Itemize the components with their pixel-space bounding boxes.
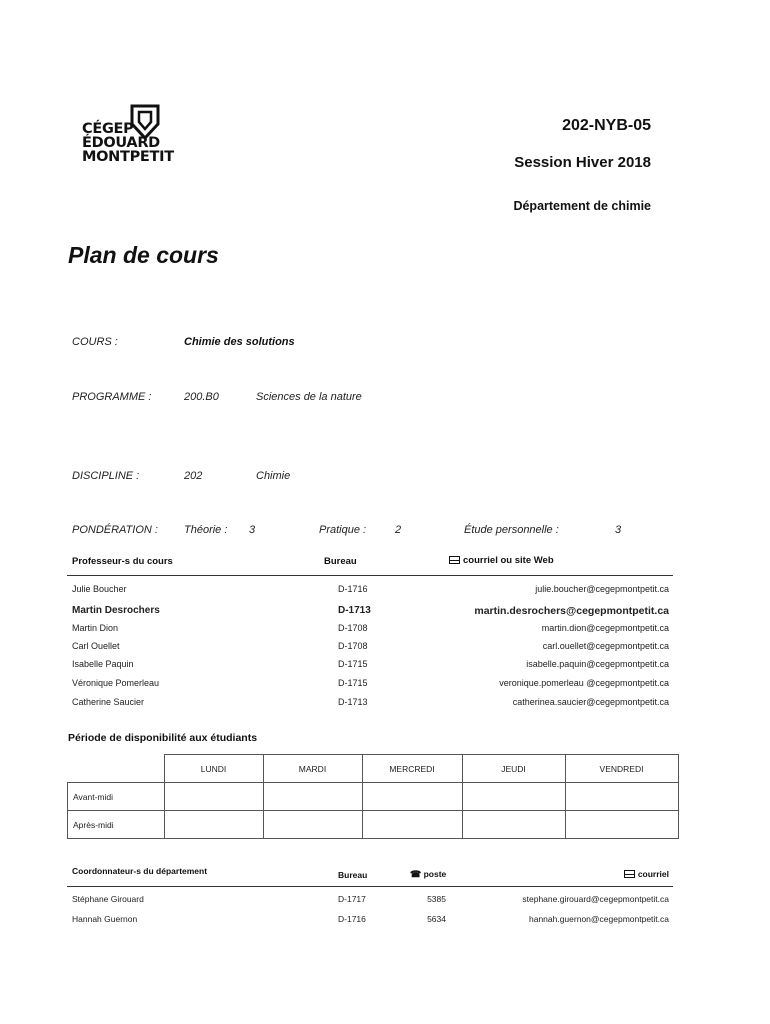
professor-name: Véronique Pomerleau <box>72 678 160 688</box>
professor-email[interactable]: martin.dion@cegepmontpetit.ca <box>541 623 669 633</box>
coordinator-email[interactable]: stephane.girouard@cegepmontpetit.ca <box>522 894 669 904</box>
etude-value: 3 <box>615 524 622 536</box>
availability-cell <box>462 783 565 811</box>
etude-label: Étude personnelle : <box>464 524 559 536</box>
day-header: LUNDI <box>164 755 263 783</box>
discipline-name: Chimie <box>256 470 291 482</box>
course-code: 202-NYB-05 <box>562 117 651 134</box>
logo-wordmark: CÉGEP ÉDOUARD MONTPETIT <box>82 121 174 165</box>
professors-col-contact-wrap <box>449 555 554 566</box>
professors-col-office: Bureau <box>324 556 357 567</box>
cegep-logo <box>82 104 182 180</box>
coordinator-name: Hannah Guernon <box>72 914 138 924</box>
discipline-label: DISCIPLINE : <box>72 470 140 482</box>
coordinator-email[interactable]: hannah.guernon@cegepmontpetit.ca <box>528 914 669 924</box>
coordinators-col-email: courriel <box>637 869 669 879</box>
theorie-label: Théorie : <box>184 524 228 536</box>
coordinator-poste: 5634 <box>427 914 446 924</box>
professor-name: Martin Dion <box>72 623 119 633</box>
professor-office: D-1715 <box>338 659 368 669</box>
availability-row <box>68 783 679 811</box>
professor-name: Julie Boucher <box>72 584 127 594</box>
coordinators-col-name: Coordonnateur-s du département <box>72 866 208 876</box>
coordinator-poste: 5385 <box>427 894 446 904</box>
availability-cell <box>164 783 263 811</box>
session: Session Hiver 2018 <box>514 154 651 171</box>
availability-cell <box>362 783 462 811</box>
professor-email[interactable]: catherinea.saucier@cegepmontpetit.ca <box>512 697 669 707</box>
professors-col-name: Professeur-s du cours <box>72 556 173 567</box>
department: Département de chimie <box>513 199 651 213</box>
professor-email[interactable]: julie.boucher@cegepmontpetit.ca <box>535 584 669 594</box>
theorie-value: 3 <box>249 524 256 536</box>
phone-icon: ☎ <box>410 869 422 879</box>
day-header: MARDI <box>263 755 362 783</box>
coordinators-divider <box>67 886 673 887</box>
cours-value: Chimie des solutions <box>184 336 295 348</box>
professor-office: D-1713 <box>338 605 371 616</box>
professor-email[interactable]: veronique.pomerleau @cegepmontpetit.ca <box>499 678 669 688</box>
envelope-icon <box>449 556 460 564</box>
professor-office: D-1708 <box>338 641 368 651</box>
professor-office: D-1713 <box>338 697 368 707</box>
availability-table <box>67 754 679 839</box>
availability-title: Période de disponibilité aux étudiants <box>68 732 258 744</box>
professor-office: D-1715 <box>338 678 368 688</box>
professor-name: Isabelle Paquin <box>72 659 134 669</box>
day-header: JEUDI <box>462 755 565 783</box>
coordinator-office: D-1716 <box>338 914 366 924</box>
professor-office: D-1708 <box>338 623 368 633</box>
professor-email[interactable]: isabelle.paquin@cegepmontpetit.ca <box>526 659 669 669</box>
professors-col-contact: courriel ou site Web <box>463 555 554 566</box>
coordinators-col-email-wrap <box>624 869 669 879</box>
ponderation-label: PONDÉRATION : <box>72 524 158 536</box>
programme-label: PROGRAMME : <box>72 391 152 403</box>
availability-cell <box>362 811 462 839</box>
availability-row <box>68 811 679 839</box>
professor-office: D-1716 <box>338 584 368 594</box>
coordinators-col-office: Bureau <box>338 870 368 880</box>
pratique-label: Pratique : <box>319 524 367 536</box>
coordinators-col-phone: poste <box>423 869 447 879</box>
professor-name: Martin Desrochers <box>72 605 160 616</box>
professor-name: Carl Ouellet <box>72 641 120 651</box>
availability-corner <box>68 755 165 783</box>
coordinators-col-phone-wrap <box>410 869 446 880</box>
period-label: Après-midi <box>68 811 165 839</box>
day-header: MERCREDI <box>362 755 462 783</box>
programme-name: Sciences de la nature <box>256 391 362 403</box>
page-title: Plan de cours <box>68 242 219 268</box>
professor-email[interactable]: martin.desrochers@cegepmontpetit.ca <box>474 605 669 617</box>
envelope-icon <box>624 870 635 878</box>
coordinator-office: D-1717 <box>338 894 366 904</box>
professor-name: Catherine Saucier <box>72 697 145 707</box>
availability-header-row <box>68 755 679 783</box>
availability-cell <box>565 811 678 839</box>
availability-cell <box>462 811 565 839</box>
pratique-value: 2 <box>395 524 402 536</box>
availability-cell <box>164 811 263 839</box>
day-header: VENDREDI <box>565 755 678 783</box>
availability-cell <box>263 811 362 839</box>
professor-email[interactable]: carl.ouellet@cegepmontpetit.ca <box>542 641 669 651</box>
availability-cell <box>263 783 362 811</box>
programme-code: 200.B0 <box>184 391 219 403</box>
cours-label: COURS : <box>72 336 118 348</box>
period-label: Avant-midi <box>68 783 165 811</box>
professors-divider <box>67 575 673 576</box>
discipline-code: 202 <box>184 470 203 482</box>
availability-cell <box>565 783 678 811</box>
coordinator-name: Stéphane Girouard <box>72 894 144 904</box>
